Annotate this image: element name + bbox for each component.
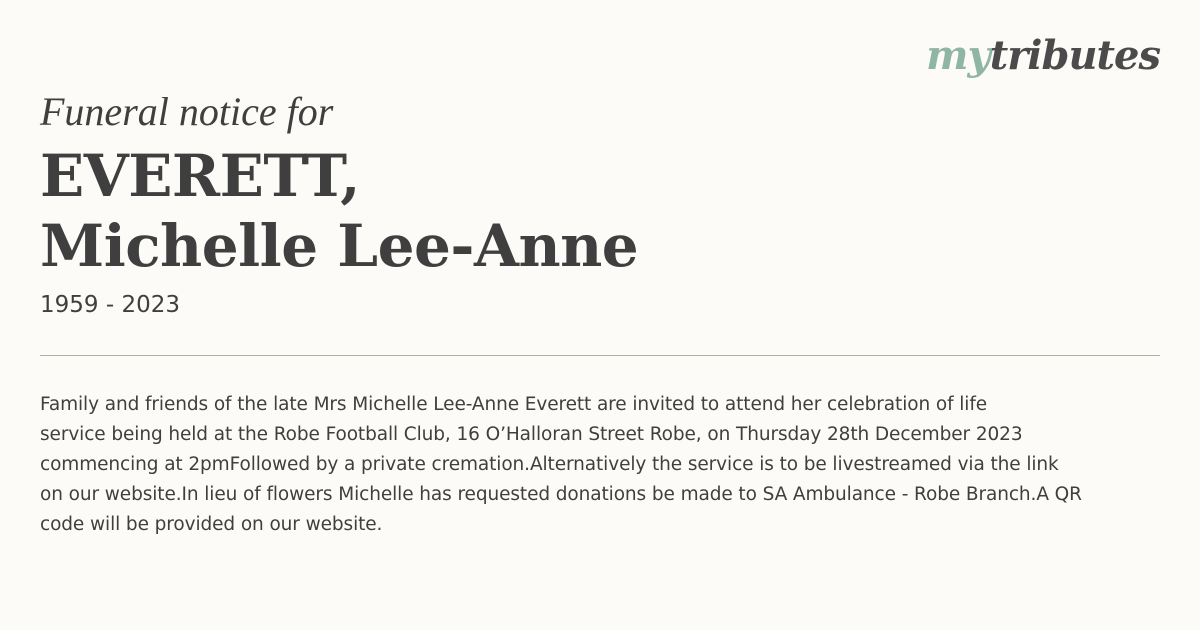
notice-body-line: service being held at the Robe Football Club, 16 O’Halloran Street Robe, on Thursday 28th December 2023 bbox=[40, 424, 1023, 445]
logo-tributes: tributes bbox=[989, 32, 1160, 79]
notice-body-line: commencing at 2pmFollowed by a private cremation.Alternatively the service is to be livestreamed via the link bbox=[40, 454, 1059, 475]
notice-body-line: on our website.In lieu of flowers Michelle has requested donations be made to SA Ambulance - Robe Branch.A QR bbox=[40, 484, 1082, 505]
mytributes-logo[interactable] bbox=[926, 32, 1160, 79]
life-years: 1959 - 2023 bbox=[40, 292, 180, 318]
divider bbox=[40, 355, 1160, 356]
notice-body bbox=[40, 390, 1165, 540]
notice-body-line: Family and friends of the late Mrs Michelle Lee-Anne Everett are invited to attend her celebration of life bbox=[40, 394, 988, 415]
notice-body-line: code will be provided on our website. bbox=[40, 514, 383, 535]
logo-my: my bbox=[926, 32, 990, 79]
deceased-surname: EVERETT, bbox=[40, 142, 360, 210]
notice-heading: Funeral notice for bbox=[40, 89, 334, 134]
deceased-given-names: Michelle Lee-Anne bbox=[40, 212, 639, 280]
